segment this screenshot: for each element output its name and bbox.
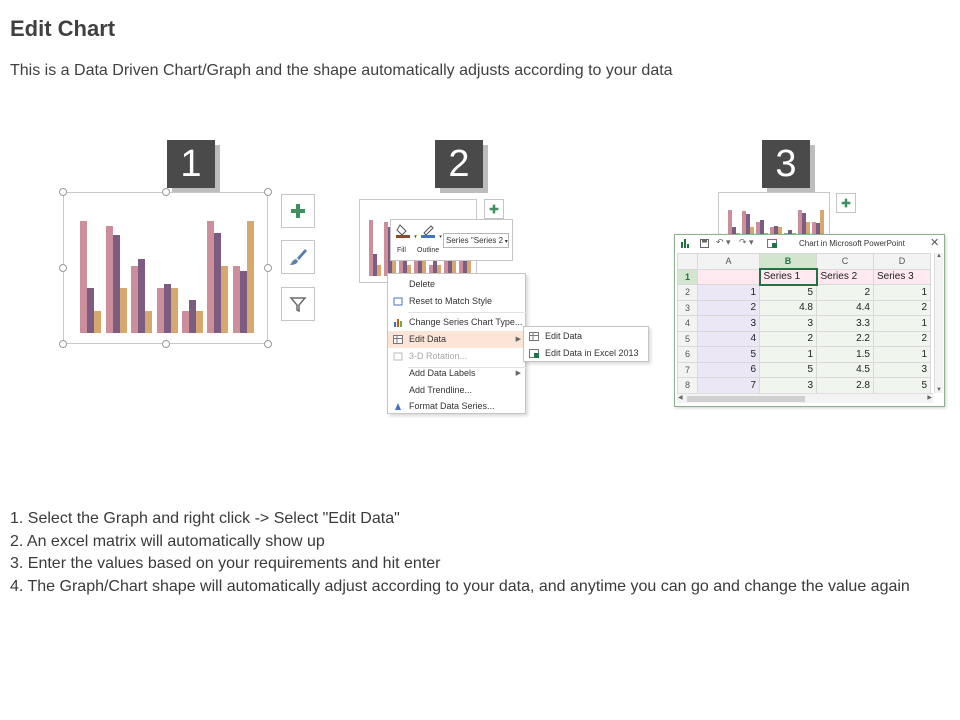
row-header[interactable]: 1 xyxy=(678,269,698,285)
cell[interactable]: Series 1 xyxy=(760,269,817,285)
save-icon[interactable] xyxy=(700,239,709,248)
bar-series-2-cat-1[interactable] xyxy=(87,288,94,333)
table-row xyxy=(678,300,931,316)
reset-icon xyxy=(393,297,403,306)
resize-handle[interactable] xyxy=(59,264,67,272)
menu-item-3d-rotation[interactable]: 3-D Rotation... xyxy=(388,348,526,365)
vertical-scrollbar[interactable] xyxy=(934,253,943,393)
format-icon xyxy=(393,402,403,411)
row-header[interactable]: 5 xyxy=(678,331,698,347)
bar-chart-plot[interactable] xyxy=(78,217,256,333)
table-row xyxy=(678,285,931,301)
table-row xyxy=(678,378,931,394)
chevron-right-icon: ▶ xyxy=(515,336,521,343)
cell[interactable] xyxy=(698,269,760,285)
cell[interactable]: 7 xyxy=(698,378,760,394)
excel-data-window xyxy=(674,234,945,407)
bar-series-3-cat-3[interactable] xyxy=(145,311,152,333)
excel-chart-icon xyxy=(680,239,690,248)
menu-item-edit-data[interactable]: Edit Data ▶ xyxy=(388,331,526,348)
bar-series-1-cat-5[interactable] xyxy=(182,311,189,333)
bar-series-1-cat-3[interactable] xyxy=(131,266,138,333)
step-badge-2: 2 xyxy=(435,140,483,188)
bar-series-2-cat-2[interactable] xyxy=(113,235,120,333)
menu-item-add-data-labels[interactable]: Add Data Labels ▶ xyxy=(388,365,526,382)
cell[interactable]: Series 3 xyxy=(874,269,931,285)
bar-series-1-cat-7[interactable] xyxy=(233,266,240,333)
cell[interactable]: 1 xyxy=(874,316,931,332)
cell[interactable]: 1 xyxy=(874,285,931,301)
chart-type-icon xyxy=(393,318,403,327)
cell[interactable]: 2 xyxy=(698,300,760,316)
chart-selection-frame-behind[interactable] xyxy=(718,192,830,238)
submenu-item-edit-data[interactable]: Edit Data xyxy=(524,328,648,345)
cell[interactable]: 1 xyxy=(698,285,760,301)
bar-series-2-cat-5[interactable] xyxy=(189,300,196,333)
step-badge-1: 1 xyxy=(167,140,215,188)
table-row xyxy=(678,316,931,332)
cell[interactable]: 1.5 xyxy=(817,347,874,363)
cell[interactable]: 5 xyxy=(760,362,817,378)
filter-icon xyxy=(289,295,307,313)
bar-series-2-cat-6[interactable] xyxy=(214,233,221,333)
outline-button[interactable]: ▾ xyxy=(421,224,442,240)
row-header[interactable]: 7 xyxy=(678,362,698,378)
cell[interactable]: 3.3 xyxy=(817,316,874,332)
resize-handle[interactable] xyxy=(264,340,272,348)
context-menu xyxy=(387,273,526,414)
table-row xyxy=(678,347,931,363)
scroll-up-icon[interactable]: ▲ xyxy=(936,253,942,259)
cell[interactable]: 3 xyxy=(760,378,817,394)
cell[interactable]: 6 xyxy=(698,362,760,378)
column-header-d[interactable]: D xyxy=(874,254,931,270)
instruction-step-2: 2. An excel matrix will automatically show up xyxy=(10,532,325,550)
close-icon[interactable]: ✕ xyxy=(930,237,940,249)
cell[interactable]: 4.8 xyxy=(760,300,817,316)
row-header[interactable]: 3 xyxy=(678,300,698,316)
chevron-right-icon: ▶ xyxy=(515,370,521,377)
cell[interactable]: 2.2 xyxy=(817,331,874,347)
plus-icon xyxy=(841,198,851,208)
bar-series-3-cat-1[interactable] xyxy=(94,311,101,333)
cell[interactable]: Series 2 xyxy=(817,269,874,285)
chart-styles-button[interactable] xyxy=(281,240,315,274)
excel-titlebar xyxy=(675,235,943,252)
bar-series-1-cat-6[interactable] xyxy=(207,221,214,333)
row-header[interactable]: 8 xyxy=(678,378,698,394)
column-header-b[interactable]: B xyxy=(760,254,817,270)
row-header[interactable]: 6 xyxy=(678,347,698,363)
cell[interactable]: 5 xyxy=(760,285,817,301)
resize-handle[interactable] xyxy=(59,188,67,196)
instruction-step-1: 1. Select the Graph and right click -> Select "Edit Data" xyxy=(10,510,400,527)
menu-item-change-chart-type[interactable]: Change Series Chart Type... xyxy=(388,314,526,331)
chart-elements-button-behind[interactable] xyxy=(836,193,856,213)
cell[interactable]: 5 xyxy=(874,378,931,394)
cell[interactable]: 2 xyxy=(817,285,874,301)
menu-item-delete[interactable]: Delete xyxy=(409,279,436,289)
scroll-down-icon[interactable]: ▼ xyxy=(936,387,942,393)
plus-icon xyxy=(290,203,306,219)
chart-selection-frame[interactable] xyxy=(63,192,268,344)
page-title: Edit Chart xyxy=(10,16,116,41)
select-all-corner[interactable] xyxy=(678,254,698,270)
series-dropdown[interactable]: Series "Series 2 ▾ xyxy=(443,233,509,248)
column-header-a[interactable]: A xyxy=(698,254,760,270)
bar-series-1-cat-2[interactable] xyxy=(106,226,113,333)
horizontal-scrollbar[interactable] xyxy=(677,393,933,403)
edit-data-icon xyxy=(529,332,539,341)
bar-series-2-cat-4[interactable] xyxy=(164,284,171,333)
cell[interactable]: 3 xyxy=(760,316,817,332)
chart-filters-button[interactable] xyxy=(281,287,315,321)
cell[interactable]: 4.5 xyxy=(817,362,874,378)
cell[interactable]: 4.4 xyxy=(817,300,874,316)
bar-series-1-cat-4[interactable] xyxy=(157,288,164,333)
bar-series-3-cat-7[interactable] xyxy=(247,221,254,333)
step-badge-3: 3 xyxy=(762,140,810,188)
instructions-list xyxy=(10,508,945,598)
menu-item-reset-style[interactable]: Reset to Match Style xyxy=(388,293,526,310)
resize-handle[interactable] xyxy=(264,188,272,196)
row-header[interactable]: 4 xyxy=(678,316,698,332)
pen-outline-icon xyxy=(421,224,437,238)
brush-icon xyxy=(288,247,308,267)
chart-elements-button[interactable] xyxy=(281,194,315,228)
bar-series-3-cat-1[interactable] xyxy=(377,265,381,276)
submenu-item-edit-data-excel[interactable]: Edit Data in Excel 2013 xyxy=(524,345,648,362)
scroll-left-icon[interactable]: ◀ xyxy=(678,395,683,401)
menu-item-add-trendline[interactable]: Add Trendline... xyxy=(409,385,473,395)
bar-series-2-cat-7[interactable] xyxy=(240,271,247,333)
row-header[interactable]: 2 xyxy=(678,285,698,301)
bar-series-3-cat-6[interactable] xyxy=(221,266,228,333)
bar-series-3-cat-2[interactable] xyxy=(120,288,127,333)
cell[interactable]: 2.8 xyxy=(817,378,874,394)
redo-icon[interactable]: ↷ ▾ xyxy=(739,237,754,247)
edit-data-submenu xyxy=(523,326,649,362)
outline-label: Outline xyxy=(417,247,440,254)
bar-series-2-cat-3[interactable] xyxy=(138,259,145,333)
resize-handle[interactable] xyxy=(59,340,67,348)
excel-window-title: Chart in Microsoft PowerPoint xyxy=(799,239,905,248)
cell[interactable]: 1 xyxy=(874,347,931,363)
cell[interactable]: 2 xyxy=(874,300,931,316)
page-subtitle: This is a Data Driven Chart/Graph and the shape automatically adjusts according to your data xyxy=(10,62,673,79)
plus-icon xyxy=(489,204,499,214)
cell[interactable]: 4 xyxy=(698,331,760,347)
resize-handle[interactable] xyxy=(162,340,170,348)
menu-item-format-data-series[interactable]: Format Data Series... xyxy=(388,398,526,415)
cell[interactable]: 2 xyxy=(874,331,931,347)
spreadsheet-grid xyxy=(677,253,931,394)
edit-in-excel-icon[interactable] xyxy=(767,239,777,248)
fill-label: Fill xyxy=(397,247,406,254)
excel-icon xyxy=(529,349,539,358)
instruction-step-4: 4. The Graph/Chart shape will automatically adjust according to your data, and anytime you can go and change the value again xyxy=(10,577,910,595)
resize-handle[interactable] xyxy=(264,264,272,272)
cell[interactable]: 3 xyxy=(874,362,931,378)
cell[interactable]: 1 xyxy=(760,347,817,363)
mini-toolbar xyxy=(390,219,513,261)
chart-elements-button-small[interactable] xyxy=(484,199,504,219)
table-row xyxy=(678,362,931,378)
resize-handle[interactable] xyxy=(162,188,170,196)
paint-bucket-icon xyxy=(396,224,412,238)
edit-data-icon xyxy=(393,335,403,344)
bar-series-3-cat-4[interactable] xyxy=(171,288,178,333)
scroll-thumb[interactable] xyxy=(687,396,805,402)
undo-icon[interactable]: ↶ ▾ xyxy=(716,237,731,247)
bar-series-1-cat-1[interactable] xyxy=(80,221,87,333)
column-header-c[interactable]: C xyxy=(817,254,874,270)
chevron-down-icon: ▾ xyxy=(503,239,508,245)
table-row xyxy=(678,331,931,347)
fill-button[interactable]: ▾ xyxy=(396,224,417,240)
rotation-icon xyxy=(393,352,403,361)
bar-series-3-cat-5[interactable] xyxy=(196,311,203,333)
cell[interactable]: 5 xyxy=(698,347,760,363)
instruction-step-3: 3. Enter the values based on your requirements and hit enter xyxy=(10,555,441,572)
cell[interactable]: 2 xyxy=(760,331,817,347)
scroll-right-icon[interactable]: ▶ xyxy=(927,395,932,401)
cell[interactable]: 3 xyxy=(698,316,760,332)
